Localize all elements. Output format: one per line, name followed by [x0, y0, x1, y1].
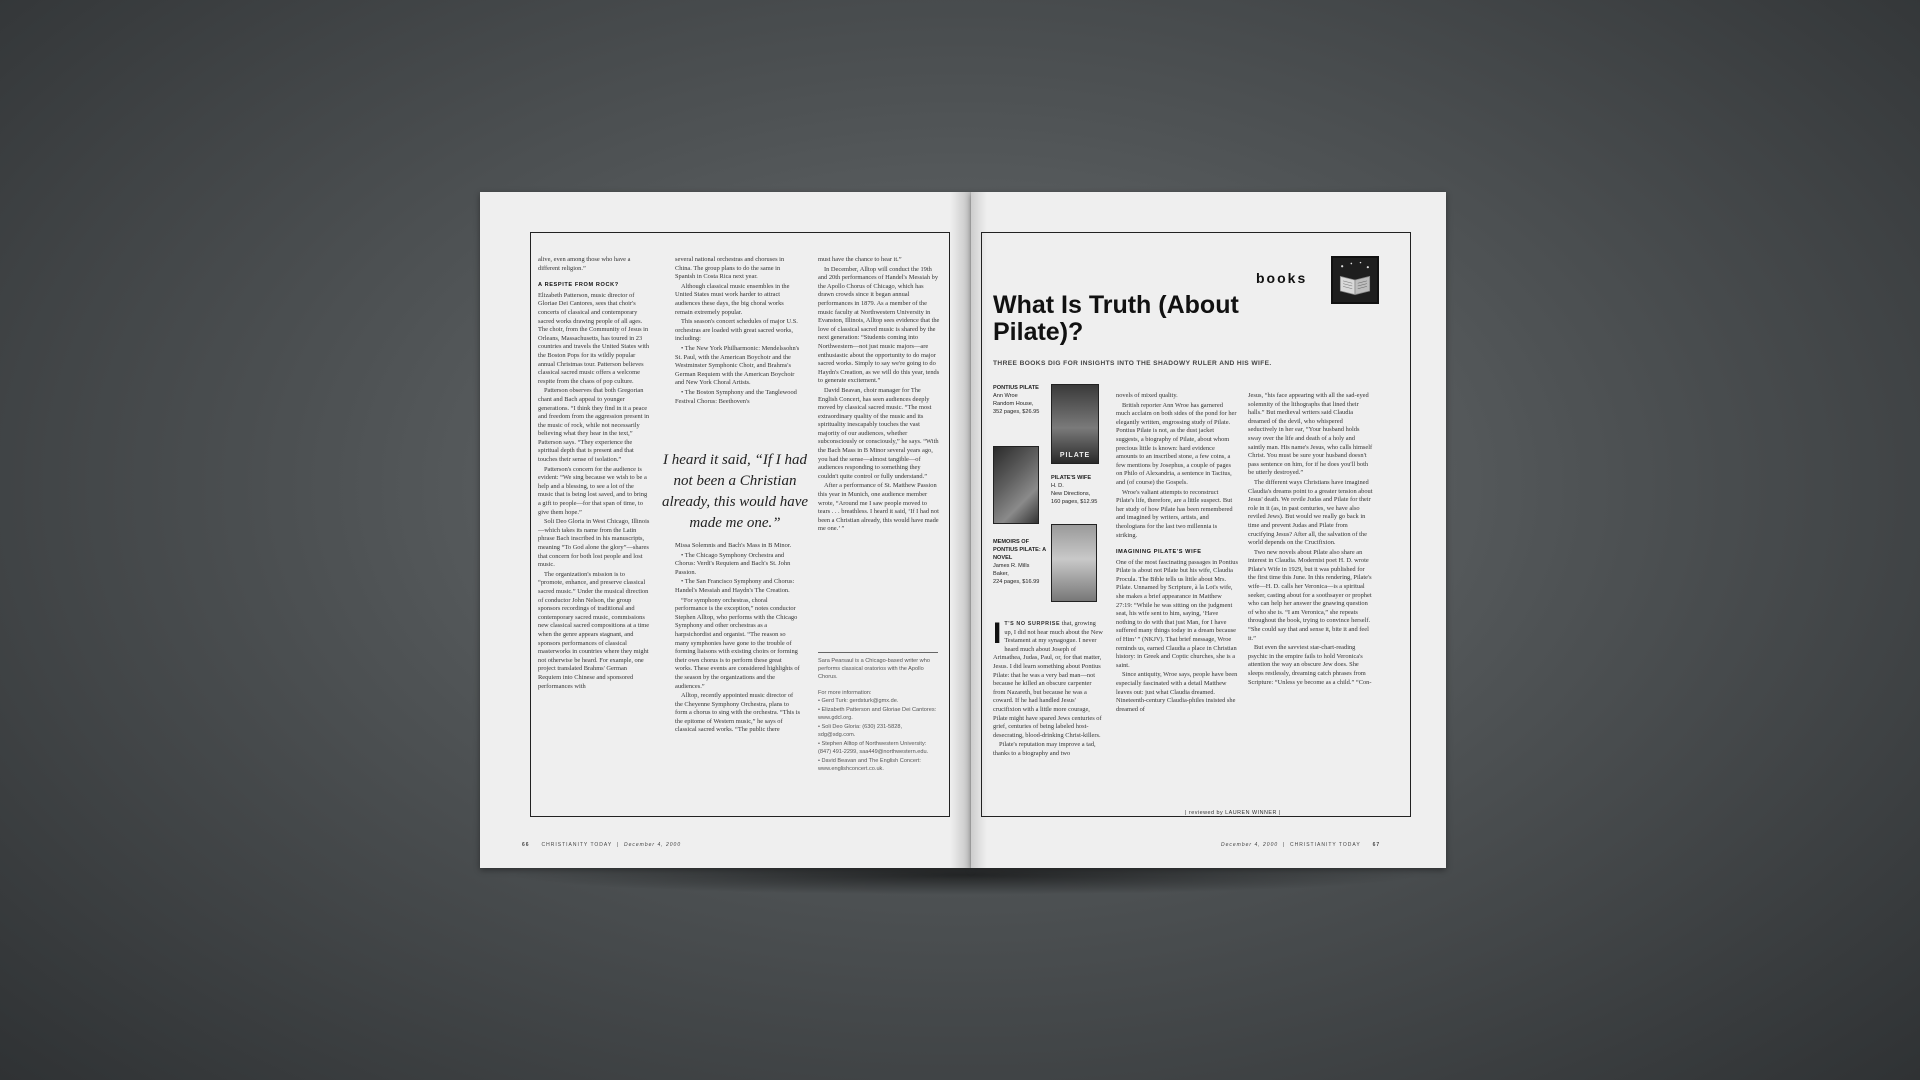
left-column-2-top	[675, 256, 800, 407]
book-publisher: Baker,	[993, 571, 1009, 577]
left-column-3	[818, 256, 940, 535]
book-info-3	[993, 538, 1048, 586]
open-book-icon	[1331, 256, 1379, 304]
body-paragraph: Two new novels about Pilate also share an interest in Claudia. Modernist poet H. D. wrote Pilate's Wife in 1929, but it was published for the first time this June. In this rendering, Pilate's wife—H. D. calls her Veronica—is a spiritual seeker, casting about for a soothsayer or prophet who can help her answer the gnawing question of who she is. “I am Veronica,” she repeats throughout the book, trying to convince herself. “She could say that and sense it, bite it and feel it.”	[1248, 548, 1372, 642]
left-column-2-bottom	[675, 542, 800, 736]
body-paragraph: Since antiquity, Wroe says, people have been especially fascinated with a detail Matthew leaves out: just what Claudia dreamed. Nineteenth-century Claudia-philes insisted she dreamed of	[1116, 671, 1238, 713]
col1-subhead: A RESPITE FROM ROCK?	[538, 282, 619, 289]
more-info-item: • Elizabeth Patterson and Gloriae Dei Cantores: www.gdcl.org.	[818, 707, 937, 721]
col2-paragraph: • The Boston Symphony and the Tanglewood Festival Chorus: Beethoven's	[675, 388, 797, 405]
more-info-item: • David Beavan and The English Concert: www.englishconcert.co.uk.	[818, 758, 921, 772]
book-info-2	[1051, 474, 1111, 506]
more-info-item: • Soli Deo Gloria: (630) 231-5828, sdg@sdg.com.	[818, 724, 903, 738]
col1-paragraph: Soli Deo Gloria in West Chicago, Illinois—which takes its name from the Latin phrase Bach inscribed in his manuscripts, meaning “To God alone the glory”—shares that concern for both lost people and lost music.	[538, 518, 650, 569]
col3-paragraph: After a performance of St. Matthew Passion this year in Munich, one audience member wrote, “Around me I saw people moved to tears . . . breathless. I heard it said, ‘If I had not been a Christian already, this would have made me one.’ ”	[818, 482, 939, 533]
cover-title: PILATE	[1059, 452, 1091, 459]
book-title: PILATE'S WIFE	[1051, 475, 1092, 481]
col2-paragraph: • The Chicago Symphony Orchestra and Chorus: Verdi's Requiem and Bach's St. John Passion.	[675, 551, 791, 576]
author-bio	[818, 652, 938, 774]
article-headline: What Is Truth (About Pilate)?	[993, 291, 1239, 346]
drop-cap: I	[993, 617, 1002, 650]
col2-paragraph: • The New York Philharmonic: Mendelssohn's St. Paul, with the American Boychoir and the Westminster Symphonic Choir, and Brahms's German Requiem with the American Boychoir and New York Choral Artists.	[675, 344, 800, 387]
right-column-3	[1248, 392, 1373, 688]
magazine-spread	[480, 192, 1446, 868]
col1-paragraph: The organization's mission is to “promote, enhance, and preserve classical sacred music.” Under the musical direction of conductor John Nelson, the group sponsors recordings of traditional and contemporary sacred music, commissions new classical sacred compositions at a time when the genre appears stagnant, and sponsors performances of classical masterworks in countries where they might not otherwise be heard. For example, one project translated Brahms' German Requiem into Chinese and sponsored performances with	[538, 570, 650, 690]
col3-paragraph: David Beavan, choir manager for The English Concert, has seen audiences deeply moved by classical sacred music. “The most extraordinary quality of the music and its spirituality inescapably touches the vast majority of our audiences, whether subconsciously or consciously,” he says. “With the Bach Mass in B Minor several years ago, you had the sense—almost tangible—of audiences responding to something they couldn't quite control or fully understand.”	[818, 386, 939, 480]
col1-paragraph: Patterson observes that both Gregorian chant and Bach appeal to younger generations. “I think they find in it a peace and freedom from the aggression present in the music of rock, while not necessarily believing what they hear in the text,” Patterson says. “They experience the spiritual depth that is present and that touches their sense of isolation.”	[538, 387, 650, 464]
book-details: 352 pages, $26.95	[993, 409, 1040, 415]
page-number: 67	[1372, 842, 1381, 848]
pull-quote: I heard it said, “If I had not been a Christian already, this would have made me one.”	[661, 452, 809, 531]
col3-paragraph: In December, Alltop will conduct the 19th and 20th performances of Handel's Messiah by the Apollo Chorus of Chicago, which has drawn crowds since it began annual performances in 1879. As a member of the music faculty at Northwestern University in Evanston, Illinois, Alltop sees evidence that the love of classical sacred music is shared by the next generation: “Students coming into Northwestern—not just music majors—are enthusiastic about the opportunity to do major sacred works. Simply to say we're going to do Haydn's Creation, as we will do this year, tends to generate excitement.”	[818, 265, 940, 385]
left-folio: 66 CHRISTIANITY TODAY | December 4, 2000	[522, 842, 682, 848]
right-column-1	[993, 617, 1105, 760]
more-info-list	[818, 697, 938, 773]
body-paragraph: British reporter Ann Wroe has garnered much acclaim on both sides of the pond for her elegantly written, engrossing study of Pilate. Pontius Pilate is not, as the dust jacket suggests, a biography of Pilate, about whom precious little is known: hard evidence amounts to an inscribed stone, a few coins, a few mentions by Josephus, a couple of pages on Philo of Alexandria, a sentence in Tacitus, and (of course) the Gospels.	[1116, 401, 1237, 486]
page-number: 66	[522, 842, 530, 848]
book-cover-2	[993, 446, 1039, 524]
book-author: James R. Mills	[993, 563, 1030, 569]
left-column-1	[538, 256, 650, 692]
lead-paragraph	[993, 617, 1105, 740]
lead-text: that, growing up, I did not hear much about the New Testament at my synagogue. I never heard much about Joseph of Arimathea, Judas, Paul, or, for that matter, Jesus. I did learn something about Pontius Pilate: that he was a very bad man—not because he killed an obscure carpenter from Nazareth, but because he was a coward. If he had handled Jesus' crucifixion with a little more courage, Pilate might have spared Jews centuries of grief, centuries of being labeled host-desecrating, blood-drinking Christ-killers.	[993, 620, 1103, 739]
book-publisher: Random House,	[993, 401, 1034, 407]
col1-intro: alive, even among those who have a different religion.”	[538, 256, 631, 272]
col2-paragraph: Missa Solemnis and Bach's Mass in B Minor.	[675, 542, 792, 549]
book-author: Ann Wroe	[993, 393, 1018, 399]
col1-paragraph: Patterson's concern for the audience is evident: “We sing because we wish to be a help and a blessing, to see a lot of the music that is being lost saved, and to bring a gift to people—for that span of time, to give them hope.”	[538, 465, 648, 516]
col2-paragraph: This season's concert schedules of major U.S. orchestras are loaded with great sacred works, including:	[675, 318, 798, 343]
col3-paragraph: must have the chance to hear it.”	[818, 256, 902, 263]
book-details: 160 pages, $12.95	[1051, 499, 1098, 505]
book-author: H. D.	[1051, 483, 1064, 489]
book-cover-3	[1051, 524, 1097, 602]
body-paragraph: The different ways Christians have imagined Claudia's dreams point to a greater tension about Jesus' death. We revile Judas and Pilate for their role in it (as, in past centuries, we have also reviled Jews). But would we really go back in time and prevent Judas and Pilate from crucifying Jesus? After all, the salvation of the world depends on the Crucifixion.	[1248, 478, 1373, 547]
more-info-item: • Gerd Turk: gerdsturk@gmx.de.	[818, 698, 899, 704]
col2-paragraph: • The San Francisco Symphony and Chorus: Handel's Messiah and Haydn's The Creation.	[675, 578, 795, 594]
book-publisher: New Directions,	[1051, 491, 1091, 497]
col1-paragraph: Elizabeth Patterson, music director of Gloriae Dei Cantores, sees that choir's concerts of classical and contemporary sacred works drawing people of all ages. The choir, from the Community of Jesus in Orleans, Massachusetts, has toured in 23 countries and travels the United States with the Boston Pops for its wildly popular annual Christmas tour. Patterson believes classical sacred music offers a welcome respite from the chaos of pop culture.	[538, 291, 650, 385]
issue-date: December 4, 2000	[623, 842, 682, 848]
magazine-name: CHRISTIANITY TODAY	[1290, 842, 1361, 848]
book-info-1	[993, 384, 1053, 416]
col2-paragraph: Although classical music ensembles in the United States must work harder to attract audiences these days, the big choral works remain extremely popular.	[675, 282, 790, 316]
section-label: books	[1256, 270, 1308, 286]
book-title: MEMOIRS OF PONTIUS PILATE: A NOVEL	[993, 539, 1046, 561]
magazine-name: CHRISTIANITY TODAY	[541, 842, 613, 848]
body-paragraph: Pilate's reputation may improve a tad, thanks to a biography and two	[993, 741, 1096, 757]
book-details: 224 pages, $16.99	[993, 579, 1040, 585]
right-folio: December 4, 2000 | CHRISTIANITY TODAY 67	[1221, 842, 1381, 848]
body-paragraph: novels of mixed quality.	[1116, 392, 1178, 399]
bio-text: Sara Pearsaul is a Chicago-based writer who performs classical oratorios with the Apollo Chorus.	[818, 658, 930, 680]
issue-date: December 4, 2000	[1221, 842, 1279, 848]
body-paragraph: One of the most fascinating passages in Pontius Pilate is about not Pilate but his wife, Claudia Procula. The Bible tells us little about Mrs. Pilate. Unnamed by Scripture, à la Lot's wife, she makes a brief appearance in Matthew 27:19: “While he was sitting on the judgment seat, his wife sent to him, saying, ‘Have nothing to do with that just Man, for I have suffered many things today in a dream because of Him’ ” (NKJV). That brief message, Wroe reminds us, earned Claudia a place in Christian history: in Greek and Coptic churches, she is a saint.	[1116, 558, 1238, 669]
more-info-title: For more information:	[818, 690, 872, 696]
lead-in: T'S NO SURPRISE	[1004, 621, 1061, 627]
body-subhead: IMAGINING PILATE'S WIFE	[1116, 549, 1202, 556]
more-info-item: • Stephen Alltop of Northwestern University: (847) 491-2299, saa449@northwestern.edu.	[818, 741, 929, 755]
right-page	[971, 192, 1446, 868]
col2-paragraph: several national orchestras and choruses in China. The group plans to do the same in Spanish in Costa Rica next year.	[675, 256, 785, 281]
reviewer-credit: | reviewed by LAUREN WINNER |	[1181, 810, 1285, 816]
body-paragraph: But even the savviest star-chart-reading psychic in the empire fails to hold Veronica's attention the way an obscure Jew does. She sleeps restlessly, dreaming catch phrases from Scripture: “Unless ye become as a child.” “Con-	[1248, 644, 1372, 686]
right-column-2	[1116, 392, 1238, 715]
book-title: PONTIUS PILATE	[993, 385, 1039, 391]
book-cover-1	[1051, 384, 1099, 464]
body-paragraph: Wroe's valiant attempts to reconstruct Pilate's life, therefore, are a little suspect. But her study of how Pilate has been remembered and imagined by writers, artists, and theologians for the last two millennia is striking.	[1116, 488, 1233, 539]
left-page	[480, 192, 971, 868]
body-paragraph: Jesus, “his face appearing with all the sad-eyed solemnity of the lithographs that lined their halls.” But medieval writers said Claudia dreamed of the devil, who whispered seductively in her ear, “Your husband holds sway over the life and death of a holy and saintly man. His name's Jesus, who calls himself Christ. You must be sure your husband doesn't pass sentence on him, for if he does you'll both be utterly destroyed.”	[1248, 392, 1373, 477]
col2-paragraph: Alltop, recently appointed music director of the Cheyenne Symphony Orchestra, plans to form a chorus to sing with the orchestra. “This is the epitome of Western music,” he says of classical sacred works. “The public there	[675, 692, 800, 734]
article-dek: THREE BOOKS DIG FOR INSIGHTS INTO THE SHADOWY RULER AND HIS WIFE.	[993, 360, 1272, 367]
col2-paragraph: “For symphony orchestras, choral performance is the exception,” notes conductor Stephen Alltop, who performs with the Chicago Symphony and other orchestras as a harpsichordist and organist. “The reason so many symphonies have gone to the trouble of forming liaisons with existing choirs or forming their own chorus is to perform these great works. These events are considered highlights of the season by the organizations and the audiences.”	[675, 596, 800, 690]
